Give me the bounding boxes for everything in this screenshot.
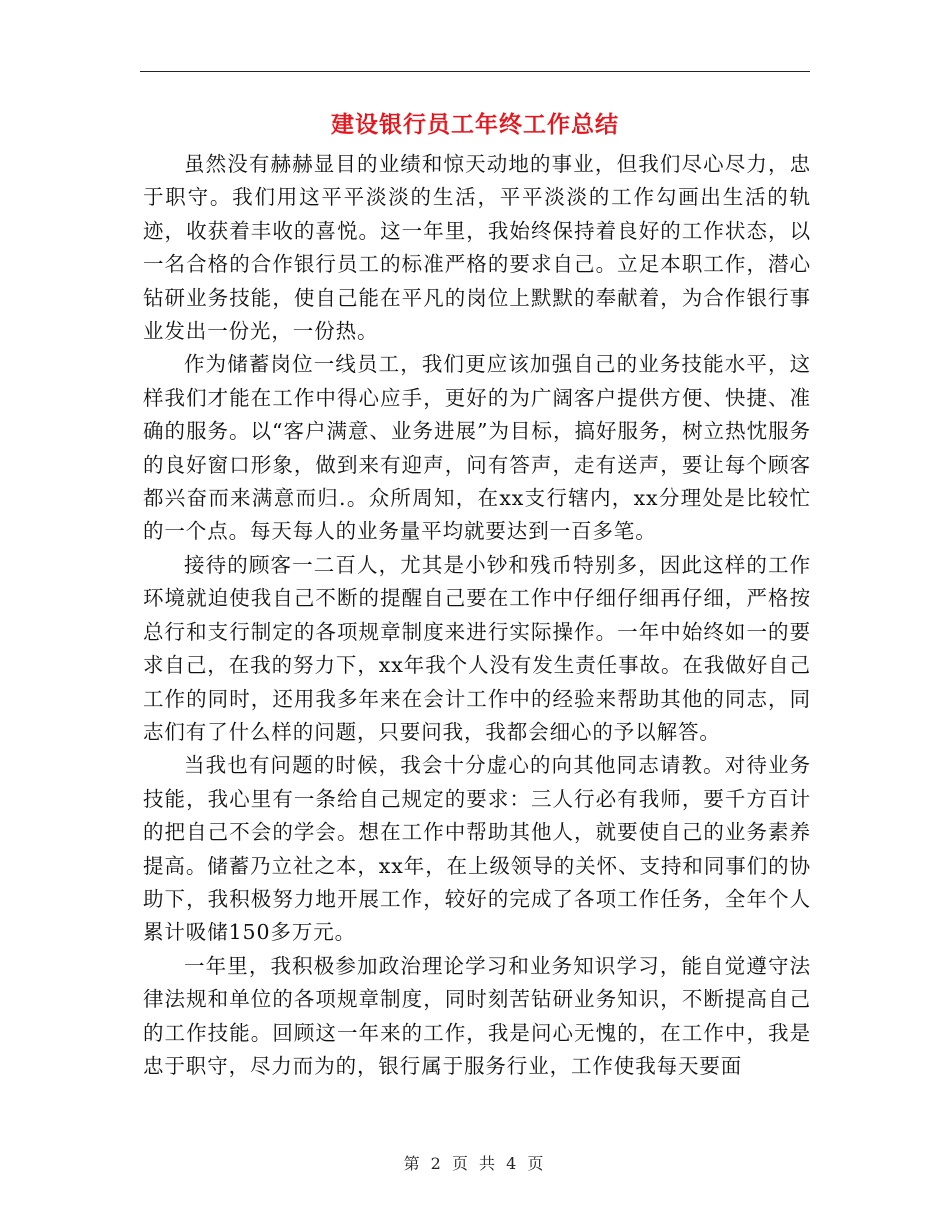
page-number-footer: 第 2 页 共 4 页	[403, 1154, 547, 1173]
document-title: 建设银行员工年终工作总结	[331, 111, 619, 138]
document-body	[143, 148, 811, 1083]
body-paragraph-1: 虽然没有赫赫显目的业绩和惊天动地的事业，但我们尽心尽力，忠于职守。我们用这平平淡淡的生活，平平淡淡的工作勾画出生活的轨迹，收获着丰收的喜悦。这一年里，我始终保持着良好的工作状态，以一名合格的合作银行员工的标准严格的要求自己。立足本职工作，潜心钻研业务技能，使自己能在平凡的岗位上默默的奉献着，为合作银行事业发出一份光，一份热。	[143, 152, 811, 344]
body-paragraph-5: 一年里，我积极参加政治理论学习和业务知识学习，能自觉遵守法律法规和单位的各项规章制度，同时刻苦钻研业务知识，不断提高自己的工作技能。回顾这一年来的工作，我是问心无愧的，在工作中，我是忠于职守，尽力而为的，银行属于服务行业，工作使我每天要面	[143, 953, 811, 1078]
body-paragraph-4: 当我也有问题的时候，我会十分虚心的向其他同志请教。对待业务技能，我心里有一条给自己规定的要求：三人行必有我师，要千方百计的把自己不会的学会。想在工作中帮助其他人，就要使自己的业务素养提高。储蓄乃立社之本，xx年，在上级领导的关怀、支持和同事们的协助下，我积极努力地开展工作，较好的完成了各项工作任务，全年个人累计吸储150多万元。	[143, 753, 811, 945]
header-rule	[140, 71, 810, 72]
body-paragraph-2: 作为储蓄岗位一线员工，我们更应该加强自己的业务技能水平，这样我们才能在工作中得心应手，更好的为广阔客户提供方便、快捷、准确的服务。以“客户满意、业务进展”为目标，搞好服务，树立热忱服务的良好窗口形象，做到来有迎声，问有答声，走有送声，要让每个顾客都兴奋而来满意而归.。众所周知，在xx支行辖内，xx分理处是比较忙的一个点。每天每人的业务量平均就要达到一百多笔。	[143, 352, 811, 544]
body-paragraph-3: 接待的顾客一二百人，尤其是小钞和残币特别多，因此这样的工作环境就迫使我自己不断的提醒自己要在工作中仔细仔细再仔细，严格按总行和支行制定的各项规章制度来进行实际操作。一年中始终如一的要求自己，在我的努力下，xx年我个人没有发生责任事故。在我做好自己工作的同时，还用我多年来在会计工作中的经验来帮助其他的同志，同志们有了什么样的问题，只要问我，我都会细心的予以解答。	[143, 552, 811, 744]
